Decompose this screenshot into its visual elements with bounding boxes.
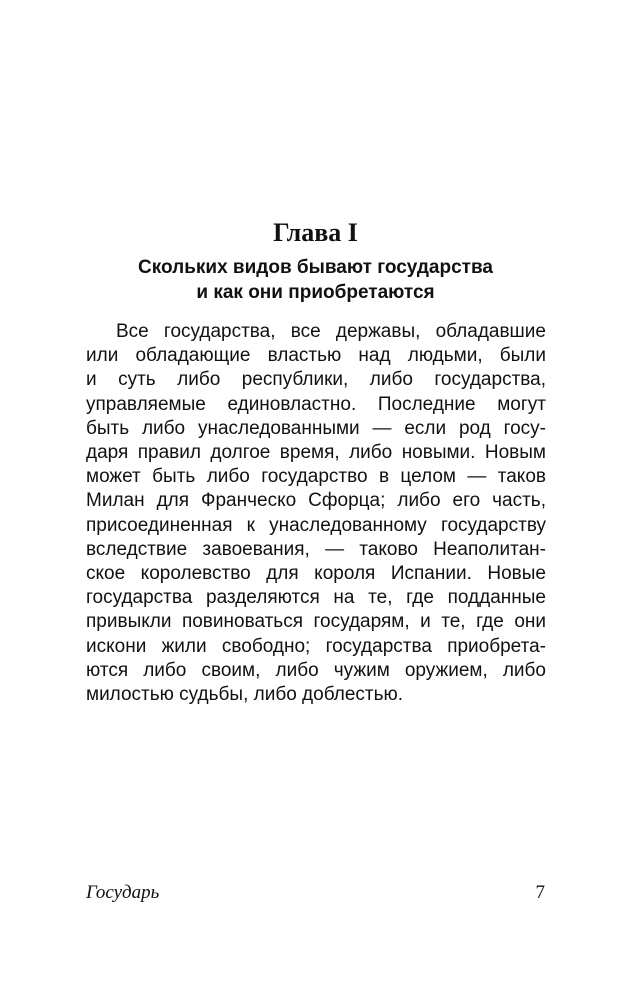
body-line: привыкли повиноваться государям, и те, где они xyxy=(86,611,546,633)
body-line: ются либо своим, либо чужим оружием, либо xyxy=(86,659,546,681)
body-line: вследствие завоевания, — таково Неаполитан- xyxy=(86,538,546,560)
body-line: милостью судьбы, либо доблестью. xyxy=(86,684,404,706)
body-line: управляемые единовластно. Последние могут xyxy=(86,393,546,415)
page-number: 7 xyxy=(535,882,545,903)
body-line: может быть либо государство в целом — таков xyxy=(86,466,546,488)
body-paragraph xyxy=(86,320,546,707)
chapter-subtitle-line: и как они приобретаются xyxy=(196,282,435,303)
body-line: быть либо унаследованными — если род госу- xyxy=(86,417,546,439)
chapter-title: Глава I xyxy=(273,218,358,247)
body-line: или обладающие властью над людьми, были xyxy=(86,345,546,367)
body-line: государства разделяются на те, где подданные xyxy=(86,587,546,609)
chapter-subtitle xyxy=(90,255,541,305)
body-line: Милан для Франческо Сфорца; либо его часть, xyxy=(86,490,546,512)
body-line: и суть либо республики, либо государства, xyxy=(86,369,546,391)
body-line: даря правил долгое время, либо новыми. Новым xyxy=(86,442,546,464)
running-title: Государь xyxy=(86,882,160,903)
body-line: присоединенная к унаследованному государству xyxy=(86,514,546,536)
body-line: искони жили свободно; государства приобрета- xyxy=(86,635,546,657)
chapter-subtitle-line: Скольких видов бывают государства xyxy=(138,257,493,278)
body-line: Все государства, все державы, обладавшие xyxy=(116,321,546,342)
body-line: ское королевство для короля Испании. Новые xyxy=(86,563,546,585)
